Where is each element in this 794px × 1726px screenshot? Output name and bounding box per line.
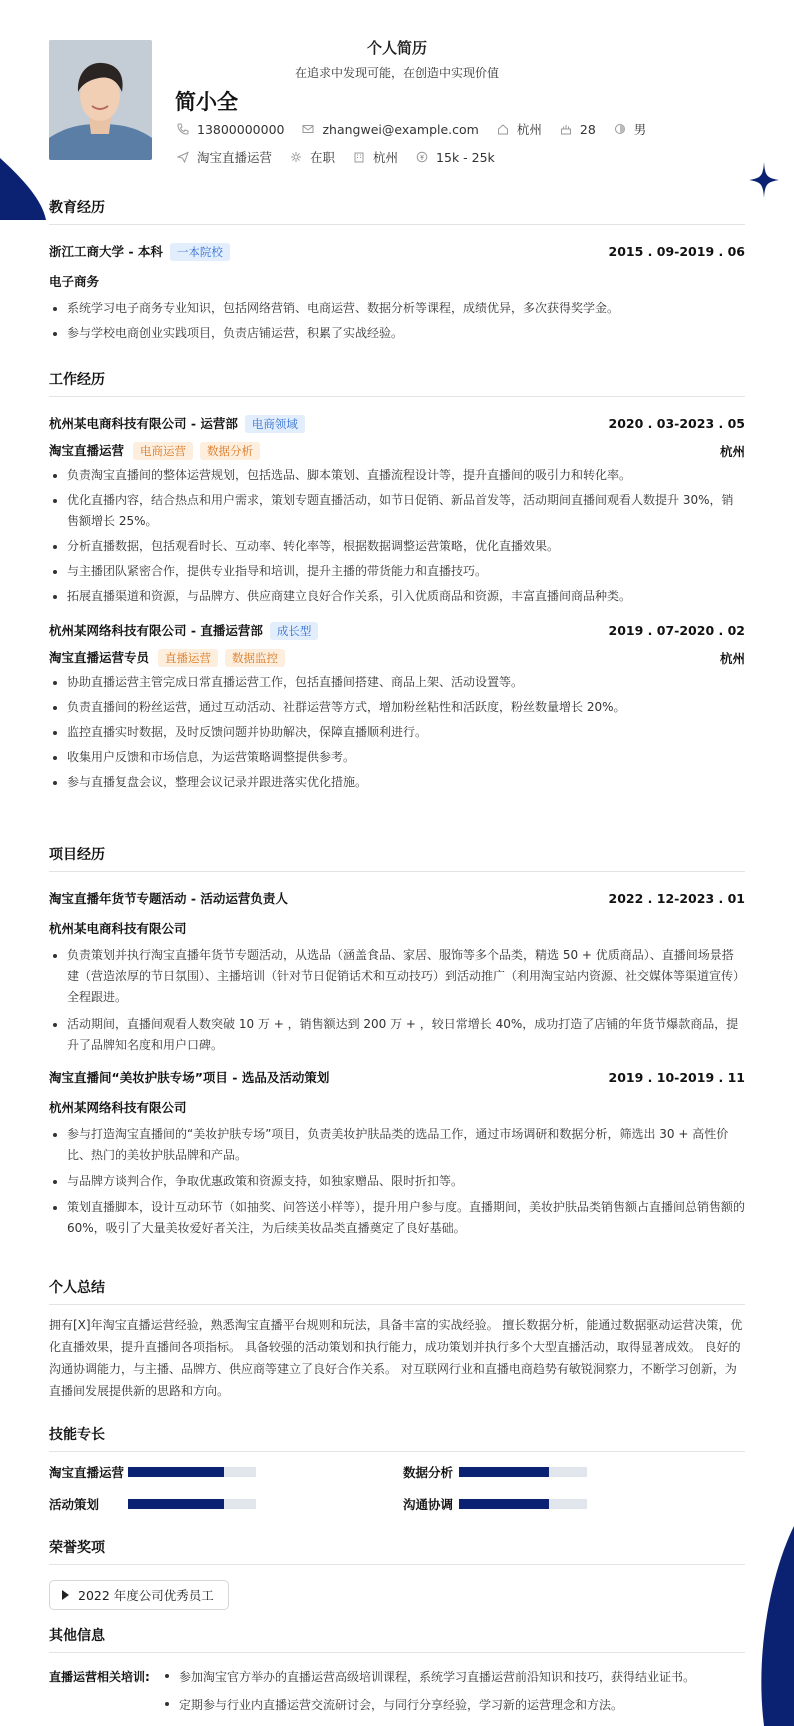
- summary-text: 拥有[X]年淘宝直播运营经验，熟悉淘宝直播平台规则和玩法，具备丰富的实战经验。 擅长数据分析，能通过数据驱动运营决策，优化直播效果，提升直播间各项指标。 具备较强的活动策划和执行能力，成功策划并执行多个大型直播活动，取得显著成效。 良好的沟通协调能力，与主播、品牌方、供应商等建立了良好合作关系。 对互联网行业和直播电商趋势有敏锐洞察力，不断学习创新，为直播间发展提供新的思路和方向。: [49, 1318, 743, 1398]
- project-date: 2022 . 12-2023 . 01: [608, 890, 745, 906]
- bullet-item: 与主播团队紧密合作，提供专业指导和培训，提升主播的带货能力和直播技巧。: [49, 561, 745, 582]
- star-icon: [749, 162, 779, 198]
- bullet-item: 负责淘宝直播间的整体运营规划，包括选品、脚本策划、直播流程设计等，提升直播间的吸引力和转化率。: [49, 465, 745, 486]
- email-icon: [302, 123, 314, 135]
- awards-section: [49, 1537, 745, 1610]
- job-intention-row: [177, 148, 513, 166]
- contact-info-row: [177, 120, 664, 138]
- bullet-item: 活动期间，直播间观看人数突破 10 万 + ，销售额达到 200 万 + ，较日常增长 40%，成功打造了店铺的年货节爆款商品，提升了品牌知名度和用户口碑。: [49, 1014, 745, 1056]
- work-bullets: [49, 672, 745, 793]
- work-entry: [49, 621, 745, 793]
- send-icon: [177, 151, 189, 163]
- profile-photo: [49, 40, 152, 160]
- salary-text: 15k - 25k: [436, 149, 495, 165]
- salary-item: [416, 150, 495, 165]
- section-title: 项目经历: [49, 844, 745, 872]
- company-tag: 电商领域: [245, 415, 305, 433]
- bullet-item: 收集用户反馈和市场信息，为运营策略调整提供参考。: [49, 747, 745, 768]
- skill-item: [403, 1463, 587, 1481]
- skill-bar: [459, 1467, 587, 1477]
- project-date: 2019 . 10-2019 . 11: [608, 1069, 745, 1085]
- role-tag: 数据监控: [225, 649, 285, 667]
- work-location: 杭州: [719, 443, 745, 459]
- skill-label: 数据分析: [403, 1465, 454, 1480]
- bullet-item: 监控直播实时数据，及时反馈问题并协助解决，保障直播顺利进行。: [49, 722, 745, 743]
- work-bullets: [49, 465, 745, 607]
- other-section: [49, 1625, 745, 1717]
- skill-bar-fill: [459, 1499, 549, 1509]
- city-item: [497, 120, 542, 138]
- age-text: 28: [579, 121, 596, 137]
- school-tag: 一本院校: [170, 243, 230, 261]
- skill-item: [49, 1463, 256, 1481]
- project-name: 淘宝直播间“美妆护肤专场”项目 - 选品及活动策划: [49, 1070, 330, 1085]
- bullet-item: 参与直播复盘会议，整理会议记录并跟进落实优化措施。: [49, 772, 745, 793]
- work-date: 2020 . 03-2023 . 05: [608, 416, 745, 431]
- bullet-item: 协助直播运营主管完成日常直播运营工作，包括直播间搭建、商品上架、活动设置等。: [49, 672, 745, 693]
- candidate-name: 简小全: [175, 90, 238, 114]
- education-date: 2015 . 09-2019 . 06: [608, 244, 745, 259]
- motto: 在追求中发现可能，在创造中实现价值: [294, 66, 499, 80]
- other-label: 直播运营相关培训:: [49, 1670, 150, 1684]
- bullet-item: 拓展直播渠道和资源，与品牌方、供应商建立良好合作关系，引入优质商品和资源，丰富直播间商品种类。: [49, 586, 745, 607]
- target-city-item: [353, 148, 398, 166]
- email-item: [302, 122, 478, 137]
- skill-bar-fill: [459, 1467, 549, 1477]
- company-name: 杭州某电商科技有限公司 - 运营部: [49, 416, 238, 431]
- email-text: zhangwei@example.com: [322, 121, 479, 137]
- other-row: [49, 1665, 745, 1717]
- job-role: 淘宝直播运营专员: [49, 650, 150, 665]
- skill-bar: [128, 1467, 256, 1477]
- skill-label: 活动策划: [49, 1497, 100, 1512]
- company-name: 杭州某网络科技有限公司 - 直播运营部: [49, 623, 263, 638]
- school-name: 浙江工商大学 - 本科: [49, 244, 163, 259]
- company-tag: 成长型: [270, 622, 319, 640]
- project-name: 淘宝直播年货节专题活动 - 活动运营负责人: [49, 891, 288, 906]
- bullet-item: 定期参与行业内直播运营交流研讨会，与同行分享经验，学习新的运营理念和方法。: [161, 1693, 745, 1717]
- work-date: 2019 . 07-2020 . 02: [608, 623, 745, 638]
- project-bullets: [49, 1124, 745, 1239]
- skill-item: [403, 1495, 587, 1513]
- role-tag: 电商运营: [133, 442, 193, 460]
- project-company: 杭州某电商科技有限公司: [49, 921, 187, 936]
- gender-item: [614, 120, 647, 138]
- home-icon: [497, 123, 509, 135]
- section-title: 荣誉奖项: [49, 1537, 745, 1565]
- gear-icon: [290, 151, 302, 163]
- summary-section: [49, 1277, 745, 1402]
- role-tag: 直播运营: [158, 649, 218, 667]
- award-item: [49, 1580, 229, 1610]
- skill-label: 沟通协调: [403, 1497, 454, 1512]
- cake-icon: [560, 123, 572, 135]
- other-bullets: [161, 1665, 745, 1717]
- skill-item: [49, 1495, 256, 1513]
- skill-bar-fill: [128, 1499, 224, 1509]
- award-text: 2022 年度公司优秀员工: [78, 1588, 214, 1603]
- section-title: 教育经历: [49, 197, 745, 225]
- education-bullets: [49, 298, 745, 344]
- bullet-item: 策划直播脚本，设计互动环节（如抽奖、问答送小样等），提升用户参与度。直播期间，美妆护肤品类销售额占直播间总销售额的 60%，吸引了大量美妆爱好者关注，为后续美妆品类直播奠定了良好基础。: [49, 1197, 745, 1239]
- phone-item: [177, 122, 284, 137]
- section-title: 个人总结: [49, 1277, 745, 1305]
- bullet-item: 系统学习电子商务专业知识，包括网络营销、电商运营、数据分析等课程，成绩优异，多次获得奖学金。: [49, 298, 745, 319]
- building-icon: [353, 151, 365, 163]
- gender-text: 男: [633, 122, 647, 137]
- skill-label: 淘宝直播运营: [49, 1465, 125, 1480]
- bullet-item: 参与打造淘宝直播间的“美妆护肤专场”项目，负责美妆护肤品类的选品工作，通过市场调研和数据分析，筛选出 30 + 高性价比、热门的美妆护肤品牌和产品。: [49, 1124, 745, 1166]
- projects-section: [49, 844, 745, 1239]
- bullet-item: 参加淘宝官方举办的直播运营高级培训课程，系统学习直播运营前沿知识和技巧，获得结业证书。: [161, 1665, 745, 1689]
- work-section: [49, 369, 745, 793]
- target-job-text: 淘宝直播运营: [197, 150, 273, 165]
- section-title: 技能专长: [49, 1424, 745, 1452]
- project-entry: [49, 889, 745, 1056]
- project-entry: [49, 1068, 745, 1239]
- bullet-item: 优化直播内容，结合热点和用户需求，策划专题直播活动，如节日促销、新品首发等，活动期间直播间观看人数提升 30%，销售额增长 25%。: [49, 490, 745, 532]
- document-title: 个人简历: [366, 39, 427, 57]
- skill-bar-fill: [128, 1467, 224, 1477]
- triangle-right-icon: [62, 1590, 69, 1600]
- project-bullets: [49, 945, 745, 1056]
- skill-bar: [128, 1499, 256, 1509]
- job-role: 淘宝直播运营: [49, 443, 125, 458]
- city-text: 杭州: [516, 122, 542, 137]
- gender-icon: [614, 123, 626, 135]
- target-city-text: 杭州: [373, 150, 399, 165]
- phone-icon: [177, 123, 189, 135]
- target-job-item: [177, 148, 272, 166]
- age-item: [560, 122, 596, 137]
- status-item: [290, 148, 335, 166]
- role-tag: 数据分析: [200, 442, 260, 460]
- work-entry: [49, 414, 745, 607]
- bullet-item: 负责策划并执行淘宝直播年货节专题活动，从选品（涵盖食品、家居、服饰等多个品类，精选 50 + 优质商品）、直播间场景搭建（营造浓厚的节日氛围）、主播培训（针对节日促销话术和互动技巧）到活动推广（利用淘宝站内资源、社交媒体等渠道宣传）全程跟进。: [49, 945, 745, 1008]
- bullet-item: 与品牌方谈判合作，争取优惠政策和资源支持，如独家赠品、限时折扣等。: [49, 1171, 745, 1192]
- bullet-item: 分析直播数据，包括观看时长、互动率、转化率等，根据数据调整运营策略，优化直播效果。: [49, 536, 745, 557]
- major: 电子商务: [49, 274, 100, 289]
- project-company: 杭州某网络科技有限公司: [49, 1100, 187, 1115]
- skills-section: [49, 1424, 745, 1452]
- bullet-item: 参与学校电商创业实践项目，负责店铺运营，积累了实战经验。: [49, 323, 745, 344]
- education-entry: [49, 242, 745, 344]
- bullet-item: 负责直播间的粉丝运营，通过互动活动、社群运营等方式，增加粉丝粘性和活跃度，粉丝数量增长 20%。: [49, 697, 745, 718]
- status-text: 在职: [310, 150, 336, 165]
- section-title: 其他信息: [49, 1625, 745, 1653]
- section-title: 工作经历: [49, 369, 745, 397]
- salary-icon: [416, 151, 428, 163]
- phone-text: 13800000000: [197, 121, 285, 137]
- skill-bar: [459, 1499, 587, 1509]
- education-section: [49, 197, 745, 344]
- work-location: 杭州: [719, 650, 745, 666]
